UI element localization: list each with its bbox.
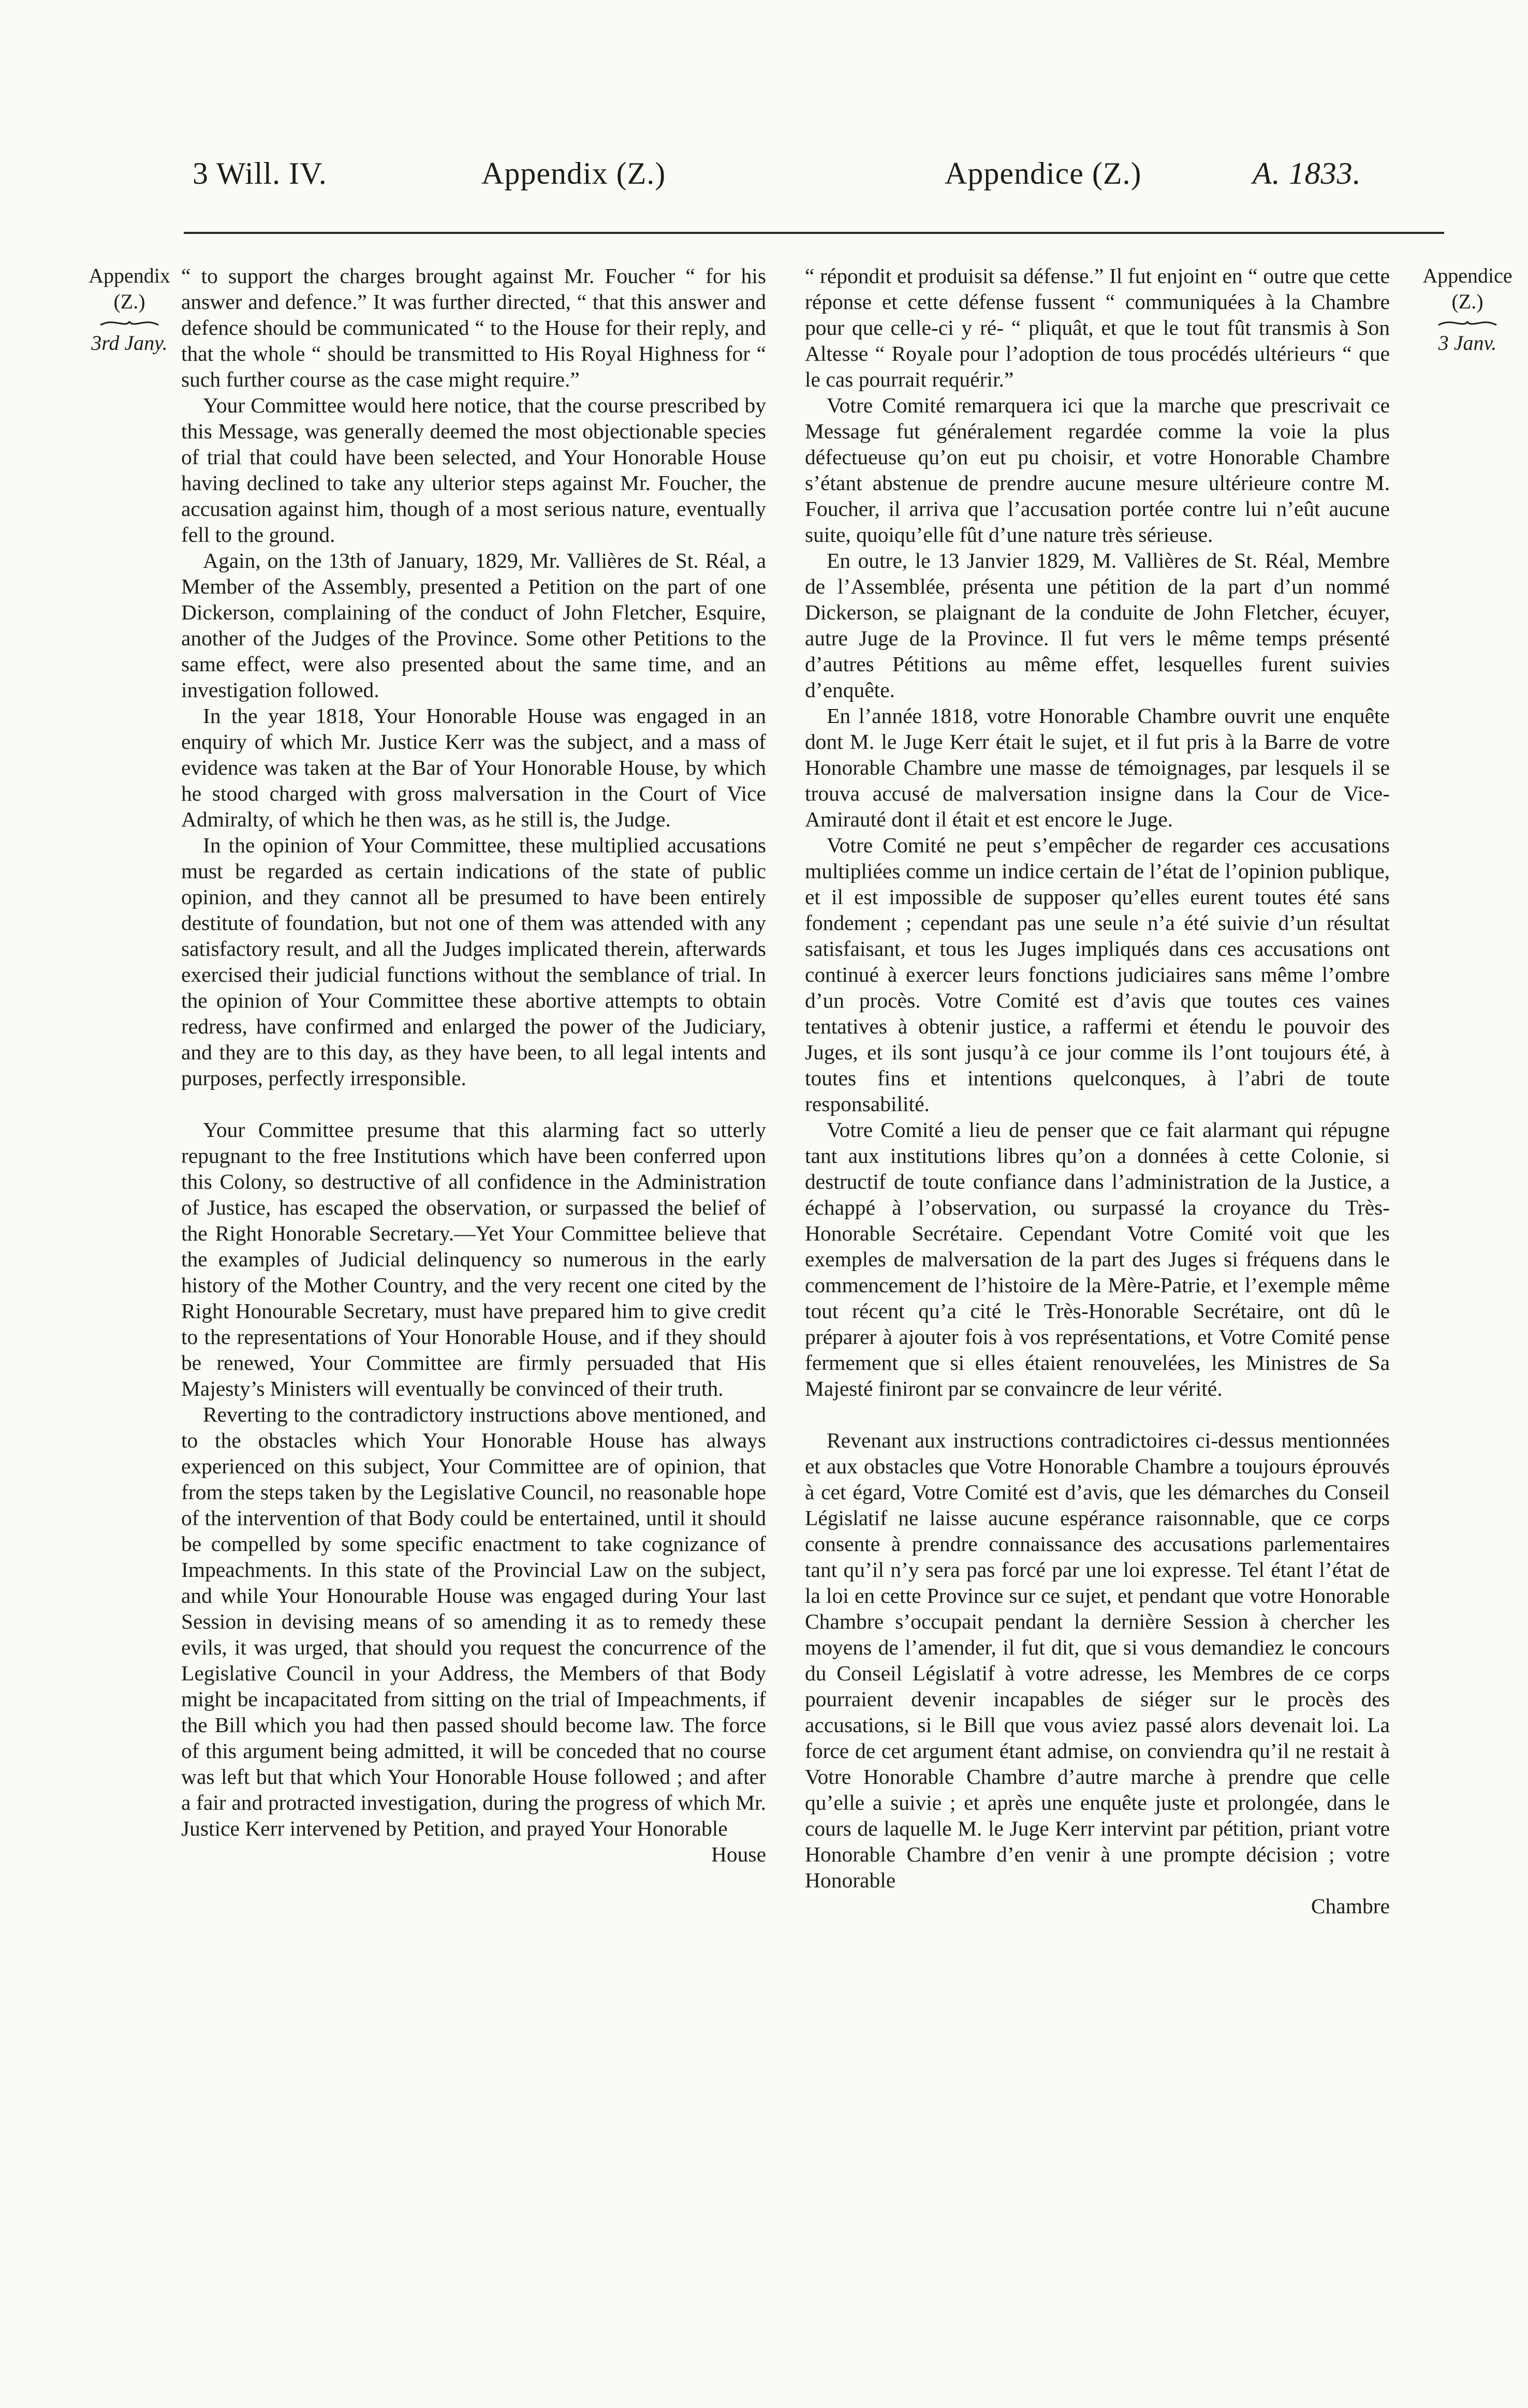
french-paragraph: En outre, le 13 Janvier 1829, M. Vallières de St. Réal, Membre de l’Assemblée, présenta une pétition de la part d’un nommé Dickerson, se plaignant de la conduite de John Fletcher, écuyer, autre Juge de la Province. Il fut vers le même temps présenté d’autres Pétitions au même effet, lesquelles furent suivies d’enquête.	[805, 549, 1390, 702]
margin-date: 3 Janv.	[1438, 331, 1497, 354]
english-paragraph: “ to support the charges brought against Mr. Foucher “ for his answer and defence.” It was further directed, “ that this answer and defence should be communicated “ to the House for their reply, and that the whole “ should be transmitted to His Royal Highness for “ such further course as the case might require.”	[181, 264, 766, 391]
english-paragraph: Your Committee presume that this alarming fact so utterly repugnant to the free Institutions which have been conferred upon this Colony, so destructive of all confidence in the Administration of Justice, has escaped the observation, or surpassed the belief of the Right Honorable Secretary.—Yet Your Committee believe that the examples of Judicial delinquency so numerous in the early history of the Mother Country, and the very recent one cited by the Right Honourable Secretary, must have prepared him to give credit to the representations of Your Honorable House, and if they should be renewed, Your Committee are firmly persuaded that His Majesty’s Ministers will eventually be convinced of their truth.	[181, 1118, 766, 1400]
french-paragraph: En l’année 1818, votre Honorable Chambre ouvrit une enquête dont M. le Juge Kerr était le sujet, et il fut pris à la Barre de votre Honorable Chambre une masse de témoignages, par lesquels il se trouva accusé de malversation insigne dans la Cour de Vice-Amirauté dont il était et est encore le Juge.	[805, 704, 1390, 831]
swash-ornament-icon	[1436, 317, 1498, 328]
catchword: House	[711, 1842, 766, 1866]
english-paragraph: In the opinion of Your Committee, these multiplied accusations must be regarded as certain indications of the state of public opinion, and they cannot all be presumed to have been entirely destitute of foundation, but not one of them was attended with any satisfactory result, and all the Judges implicated therein, afterwards exercised their judicial functions without the semblance of trial. In the opinion of Your Committee these abortive attempts to obtain redress, have confirmed and enlarged the power of the Judiciary, and they are to this day, as they have been, to all legal intents and purposes, perfectly irresponsible.	[181, 833, 766, 1090]
page-title-english: Appendix (Z.)	[481, 156, 666, 190]
margin-note-right	[1421, 263, 1514, 356]
french-paragraph: Revenant aux instructions contradictoires ci-dessus mentionnées et aux obstacles que Votre Honorable Chambre a toujours éprouvés à cet égard, Votre Comité est d’avis, que les démarches du Conseil Législatif ne laisse aucune espérance raisonnable, que ce corps consente à prendre connaissance des accusations parlementaires tant qu’il n’y sera pas forcé par une loi expresse. Tel étant l’état de la loi en cette Province sur ce sujet, et pendant que votre Honorable Chambre s’occupait pendant la dernière Session à chercher les moyens de l’amender, il fut dit, que si vous demandiez le concours du Conseil Législatif à votre adresse, les Membres de ce corps pourraient devenir incapables de siéger sur le procès des accusations, si le Bill que vous aviez passé alors devenait loi. La force de cet argument étant admise, on conviendra qu’il ne restait à Votre Honorable Chambre d’autre marche à prendre que celle qu’elle a suivie ; et après une enquête juste et prolongée, dans le cours de laquelle M. le Juge Kerr intervint par pétition, priant votre Honorable Chambre d’en venir à une prompte décision ; votre Honorable	[805, 1428, 1390, 1892]
running-head-right: A. 1833.	[1253, 156, 1361, 190]
english-paragraph: Reverting to the contradictory instructions above mentioned, and to the obstacles which Your Honorable House has always experienced on this subject, Your Committee are of opinion, that from the steps taken by the Legislative Council, no reasonable hope of the intervention of that Body could be entertained, until it should be compelled by some specific enactment to take cognizance of Impeachments. In this state of the Provincial Law on the subject, and while Your Honourable House was engaged during Your last Session in devising means of so amending it as to remedy these evils, it was urged, that should you request the concurrence of the Legislative Council in your Address, the Members of that Body might be incapacitated from sitting on the trial of Impeachments, if the Bill which you had then passed should become law. The force of this argument being admitted, it will be conceded that no course was left but that which Your Honorable House followed ; and after a fair and protracted investigation, during the progress of which Mr. Justice Kerr intervened by Petition, and prayed Your Honorable	[181, 1402, 766, 1840]
french-paragraph: Votre Comité a lieu de penser que ce fait alarmant qui répugne tant aux institutions libres qu’on a données à cette Colonie, si destructif de toute confiance dans l’administration de la Justice, a échappé à l’observation, ou surpassé la croyance du Très-Honorable Secrétaire. Cependant Votre Comité voit que les exemples de malversation de la part des Juges si fréquens dans le commencement de l’histoire de la Mère-Patrie, et l’exemple même tout récent qu’a cité le Très-Honorable Secrétaire, ont dû le préparer à ajouter fois à vos représentations, et Votre Comité pense fermement que si elles étaient renouvelées, les Ministres de Sa Majesté finiront par se convaincre de leur vérité.	[805, 1118, 1390, 1400]
page-title-french: Appendice (Z.)	[945, 156, 1142, 190]
swash-ornament-icon	[98, 317, 160, 328]
english-paragraph: In the year 1818, Your Honorable House was engaged in an enquiry of which Mr. Justice Kerr was the subject, and a mass of evidence was taken at the Bar of Your Honorable House, by which he stood charged with gross malversation in the Court of Vice Admiralty, of which he then was, as he still is, the Judge.	[181, 704, 766, 831]
english-column	[181, 263, 766, 1867]
french-paragraph: Votre Comité ne peut s’empêcher de regarder ces accusations multipliées comme un indice certain de l’état de l’opinion publique, et il est impossible de supposer qu’elles eurent toutes été sans fondement ; cependant pas une seule n’a été suivie d’un résultat satisfaisant, et tous les Juges impliqués dans ces accusations ont continué à exercer leurs fonctions judiciaires sans même l’ombre d’un procès. Votre Comité est d’avis que toutes ces vaines tentatives à obtenir justice, a raffermi et étendu le pouvoir des Juges, et ils sont jusqu’à ce jour comme ils l’ont toujours été, à toutes fins et intentions quelconques, à l’abri de toute responsabilité.	[805, 833, 1390, 1116]
running-head-left: 3 Will. IV.	[193, 156, 327, 190]
english-paragraph: Your Committee would here notice, that the course prescribed by this Message, was generally deemed the most objectionable species of trial that could have been selected, and Your Honorable House having declined to take any ulterior steps against Mr. Foucher, the accusation against him, though of a most serious nature, eventually fell to the ground.	[181, 393, 766, 546]
english-paragraph: Again, on the 13th of January, 1829, Mr. Vallières de St. Réal, a Member of the Assembly, presented a Petition on the part of one Dickerson, complaining of the conduct of John Fletcher, Esquire, another of the Judges of the Province. Some other Petitions to the same effect, were also presented about the same time, and an investigation followed.	[181, 549, 766, 702]
header-rule	[184, 232, 1444, 234]
margin-label: Appendix	[89, 264, 170, 287]
french-paragraph: “ répondit et produisit sa défense.” Il fut enjoint en “ outre que cette réponse et cette défense fussent “ communiquées à la Chambre pour que celle-ci y ré- “ pliquât, et que le tout fût transmis à Son Altesse “ Royale pour l’adoption de tous procédés ultérieurs “ que le cas pourrait requérir.”	[805, 264, 1390, 391]
french-column	[805, 263, 1390, 1919]
french-paragraph: Votre Comité remarquera ici que la marche que prescrivait ce Message fut généralement regardée comme la voie la plus défectueuse qu’on eut pu choisir, et votre Honorable Chambre s’étant abstenue de prendre aucune mesure ultérieure contre M. Foucher, il arriva que l’accusation portée contre lui n’eût aucune suite, quoiqu’elle fût d’une nature très sérieuse.	[805, 393, 1390, 546]
margin-note-left	[83, 263, 176, 356]
margin-letter: (Z.)	[113, 290, 145, 313]
margin-date: 3rd Jany.	[91, 331, 168, 354]
margin-label: Appendice	[1422, 264, 1512, 287]
catchword: Chambre	[1311, 1894, 1390, 1918]
margin-letter: (Z.)	[1451, 290, 1483, 313]
